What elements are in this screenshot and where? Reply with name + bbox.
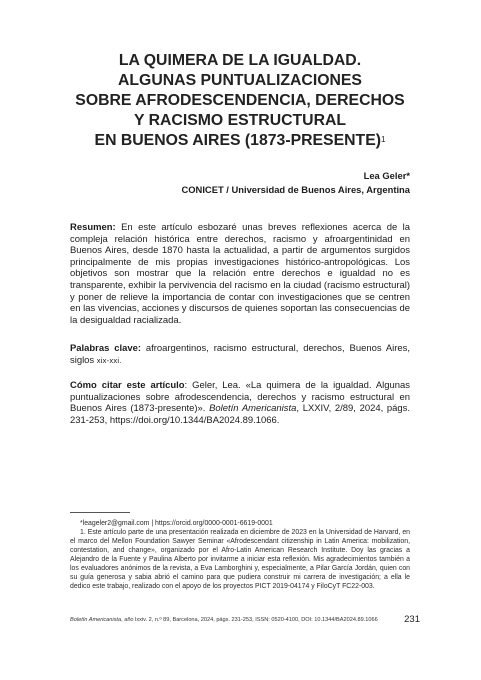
footnote-1: 1. Este artículo parte de una presentación realizada en diciembre de 2023 en la Universidad de Harvard, en el marco del Mellon Foundation Sawyer Seminar «Afrodescendant citizenship in Latin America: mobilization, contestation, and change», organizado por el Afro-Latin American Research Institute. Doy las gracias a Alejandro de la Fuente y Paulina Alberto por invitarme a iniciar esta reflexión. Mis agradecimientos también a los evaluadores anónimos de la revista, a Eva Lamborghini y, especialmente, a Pilar García Jordán, quien con su guía generosa y sabia abrió el camino para que pudiera construir mi carrera de investigación; a ella le dedico este trabajo, realizado con el apoyo de los proyectos PICT 2019-04174 y FiloCyT FC22-003.: [70, 529, 410, 591]
author-affiliation: CONICET / Universidad de Buenos Aires, Argentina: [181, 183, 410, 195]
footer-details: , año lxxiv. 2, n.º 89, Barcelona, 2024, págs. 231-253, ISSN: 0520-4100, DOI: 10.1344/BA2024.89.1066: [121, 617, 378, 623]
footnote-divider: [70, 512, 130, 513]
keywords: [70, 343, 410, 366]
page-number: 231: [404, 614, 420, 625]
title-line: ALGUNAS PUNTUALIZACIONES: [118, 72, 362, 89]
citation-label: Cómo citar este artículo: [70, 380, 185, 391]
citation-text: : Geler, Lea. «La quimera de la igualdad. Algunas puntualizaciones sobre afrodescendencia, derechos y racismo estructural en Buenos Aires (1873-presente)».: [70, 380, 410, 415]
title-line-text: EN BUENOS AIRES (1873-PRESENTE): [94, 132, 381, 149]
article-title: [70, 51, 410, 151]
title-line: SOBRE AFRODESCENDENCIA, DERECHOS: [75, 92, 405, 109]
title-line: [70, 131, 410, 151]
keywords-centuries: xix-xxi.: [96, 355, 122, 365]
author-block: [70, 169, 410, 196]
abstract-text: En este artículo esbozaré unas breves reflexiones acerca de la compleja relación histórica entre derechos, racismo y afroargentinidad en Buenos Aires, desde 1870 hasta la actualidad, a partir de argumentos surgidos principalmente de mis propias investigaciones histórico-antropológicas. Los objetivos son mostrar que la relación entre derechos e igualdad no es transparente, exhibir la pervivencia del racismo en la ciudad (racismo estructural) y poner de relieve la importancia de contar con investigaciones que se centren en las vivencias, acciones y discursos de quienes soportan las consecuencias de la desigualdad racializada.: [70, 222, 410, 326]
author-name: Lea Geler*: [363, 170, 410, 181]
footnote-contact[interactable]: *leageler2@gmail.com | https://orcid.org/0000-0001-6619-0001: [80, 520, 273, 527]
citation: [70, 380, 410, 426]
abstract: [70, 222, 410, 326]
footnotes: [70, 519, 410, 591]
title-line: Y RACISMO ESTRUCTURAL: [133, 112, 347, 129]
title-footnote-mark[interactable]: 1: [381, 135, 386, 144]
abstract-label: Resumen:: [70, 222, 116, 233]
citation-text-end[interactable]: , LXXIV, 2/89, 2024, págs. 231-253, https://doi.org/10.1344/BA2024.89.1066.: [70, 403, 410, 426]
citation-journal: Boletín Americanista: [209, 403, 297, 415]
title-line: LA QUIMERA DE LA IGUALDAD.: [118, 52, 362, 69]
page-footer: [70, 617, 422, 623]
keywords-label: Palabras clave:: [70, 343, 141, 354]
footer-journal: Boletín Americanista: [70, 617, 122, 623]
keywords-text: afroargentinos, racismo estructural, derechos, Buenos Aires, siglos: [70, 343, 411, 366]
